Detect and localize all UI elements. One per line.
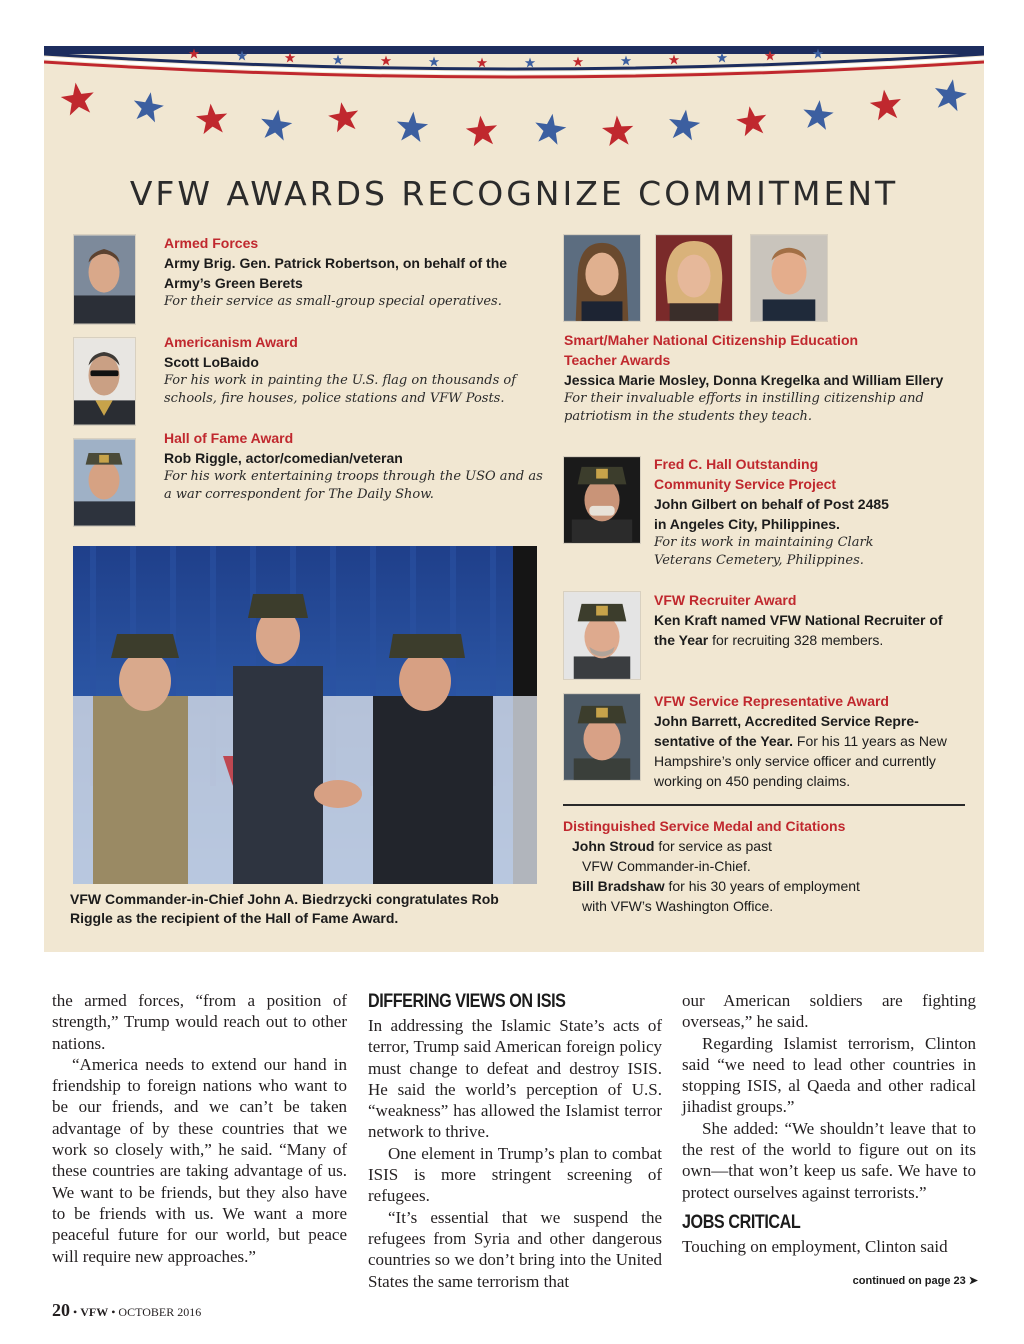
award-heading: Distinguished Service Medal and Citations <box>563 818 846 834</box>
paragraph: One element in Trump’s plan to combat ISIS is more stringent screening of refugees. <box>368 1143 662 1206</box>
paragraph: “It’s essential that we suspend the refugees from Syria and other dangerous countries so we don’t bring into the United States the same terrorism that <box>368 1207 662 1291</box>
award-description: For its work in maintaining Clark <box>654 535 874 550</box>
panel-title: VFW AWARDS RECOGNIZE COMMITMENT <box>129 174 899 213</box>
portrait-jessica-mosley <box>563 234 641 322</box>
award-recipient: Jessica Marie Mosley, Donna Kregelka and William Ellery <box>564 372 944 388</box>
section-heading: DIFFERING VIEWS ON ISIS <box>368 991 566 1012</box>
award-description: a war correspondent for The Daily Show. <box>164 487 434 502</box>
portrait-john-gilbert <box>563 456 641 544</box>
award-description: schools, fire houses, police stations and VFW Posts. <box>164 391 505 406</box>
award-description: patriotism in the students they teach. <box>564 409 812 424</box>
award-recipient: sentative of the Year. <box>654 733 794 749</box>
award-recipient: John Stroud <box>572 838 655 854</box>
award-description: Veterans Cemetery, Philippines. <box>654 553 864 568</box>
issue-date: OCTOBER 2016 <box>118 1305 202 1319</box>
award-recipient: Scott LoBaido <box>164 354 259 370</box>
award-heading: Hall of Fame Award <box>164 430 294 446</box>
paragraph: “America needs to extend our hand in friendship to foreign nations who want to be our friends, and we can’t be taken advantage of by these countries that we work so closely with,” he said. “Many of these countries are taking advantage of us. We want to be friends, but they also have to be friends with us. We want a more peaceful future for our world, but peace will require new approaches.” <box>52 1054 347 1266</box>
award-recipient: Army Brig. Gen. Patrick Robertson, on behalf of the <box>164 255 508 271</box>
award-heading: Fred C. Hall Outstanding <box>654 456 819 472</box>
portrait-scott-lobaido <box>73 337 136 426</box>
article-column-3 <box>682 990 976 1257</box>
award-distinguished-service <box>563 816 963 916</box>
award-americanism <box>164 332 554 408</box>
award-description: For his work entertaining troops through the USO and as <box>164 469 543 484</box>
portrait-ken-kraft <box>563 591 641 680</box>
award-recipient: John Barrett, Accredited Service Repre- <box>654 713 919 729</box>
paragraph: Touching on employment, Clinton said <box>682 1236 948 1256</box>
ceremony-photo <box>73 546 537 884</box>
paragraph: Regarding Islamist terrorism, Clinton said “we need to lead other countries in stopping ISIS, al Qaeda and other radical jihadist groups.” <box>682 1033 976 1117</box>
award-recipient: in Angeles City, Philippines. <box>654 516 840 532</box>
award-description: working on 450 pending claims. <box>654 773 851 789</box>
caption-line: Riggle as the recipient of the Hall of Fame Award. <box>70 910 399 926</box>
page-number: 20 <box>52 1300 70 1320</box>
award-description: For their service as small-group special operatives. <box>164 294 502 309</box>
footer-bullet: • <box>73 1305 78 1319</box>
award-description: For their invaluable efforts in instilling citizenship and <box>564 391 924 406</box>
award-recipient: Bill Bradshaw <box>572 878 665 894</box>
award-heading: VFW Recruiter Award <box>654 592 797 608</box>
award-description: VFW Commander-in-Chief. <box>582 858 751 874</box>
award-service-representative <box>654 691 964 791</box>
article-column-1 <box>52 990 347 1267</box>
photo-caption <box>70 890 540 928</box>
award-recipient: Ken Kraft named VFW National Recruiter of <box>654 612 943 628</box>
portrait-william-ellery <box>750 234 828 322</box>
awards-panel <box>44 46 984 952</box>
continued-note: continued on page 23 ➤ <box>852 1275 978 1287</box>
magazine-name: VFW <box>80 1305 109 1319</box>
award-description: Hampshire’s only service officer and currently <box>654 753 936 769</box>
award-recipient: John Gilbert on behalf of Post 2485 <box>654 496 889 512</box>
large-stars-row <box>59 76 969 146</box>
section-divider <box>563 804 965 806</box>
paragraph: She added: “We shouldn’t leave that to the rest of the world to figure out on its own—that won’t keep us safe. We have to protect ourselves against terrorists.” <box>682 1118 976 1202</box>
portrait-donna-kregelka <box>655 234 733 322</box>
award-recruiter <box>654 590 964 650</box>
section-heading: JOBS CRITICAL <box>682 1211 801 1233</box>
award-fred-hall <box>654 454 964 570</box>
award-heading: Teacher Awards <box>564 352 671 368</box>
award-description: for service as past <box>654 838 772 854</box>
portrait-rob-riggle <box>73 438 136 527</box>
portrait-john-barrett <box>563 693 641 781</box>
award-heading: Americanism Award <box>164 334 298 350</box>
award-description: for recruiting 328 members. <box>708 632 884 648</box>
portrait-patrick-robertson <box>73 234 136 325</box>
footer-bullet: • <box>111 1305 116 1319</box>
award-description: with VFW’s Washington Office. <box>582 898 774 914</box>
award-armed-forces <box>164 233 554 311</box>
award-recipient: Army’s Green Berets <box>164 275 303 291</box>
paragraph: In addressing the Islamic State’s acts of terror, Trump said American foreign policy must change to defeat and destroy ISIS. He said the world’s perception of U.S. “weakness” has allowed the Islamist terror network to thrive. <box>368 1016 662 1142</box>
page-footer <box>52 1300 201 1321</box>
award-heading: Smart/Maher National Citizenship Education <box>564 332 859 348</box>
award-heading: Armed Forces <box>164 235 259 251</box>
article-column-2 <box>368 990 662 1292</box>
award-description: For his work in painting the U.S. flag on thousands of <box>164 373 517 388</box>
award-description: For his 11 years as New <box>793 733 947 749</box>
caption-line: VFW Commander-in-Chief John A. Biedrzycki congratulates Rob <box>70 891 499 907</box>
award-recipient: the Year <box>654 632 709 648</box>
award-heading: Community Service Project <box>654 476 837 492</box>
award-description: for his 30 years of employment <box>664 878 860 894</box>
award-heading: VFW Service Representative Award <box>654 693 889 709</box>
paragraph: our American soldiers are fighting overseas,” he said. <box>682 991 976 1032</box>
award-recipient: Rob Riggle, actor/comedian/veteran <box>164 450 403 466</box>
award-hall-of-fame <box>164 428 554 504</box>
award-smart-maher <box>564 330 964 426</box>
paragraph: the armed forces, “from a position of strength,” Trump would reach out to other nations. <box>52 991 347 1053</box>
